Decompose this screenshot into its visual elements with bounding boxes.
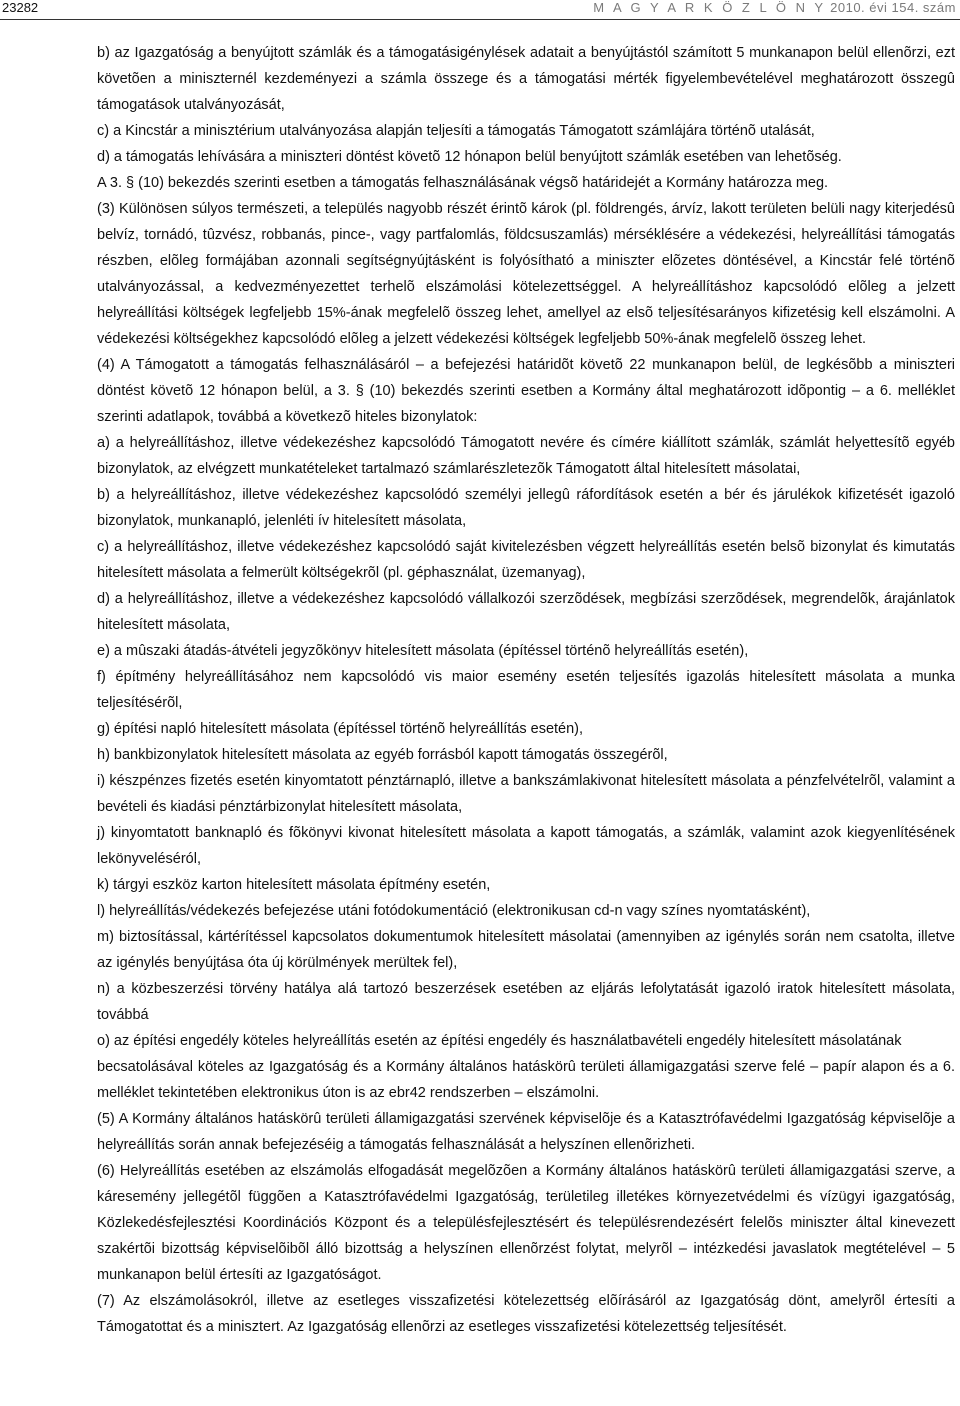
- list-item: d) a helyreállításhoz, illetve a védekezéshez kapcsolódó vállalkozói szerzõdések, megbízási szerzõdések, megrendelõk, árajánlatok hitelesített másolata,: [97, 591, 955, 633]
- paragraph: (7) Az elszámolásokról, illetve az esetleges visszafizetési kötelezettség elõírásáról az Igazgatóság dönt, amelyrõl értesíti a Támogatottat és a minisztert. Az Igazgatóság ellenõrzi az esetleges visszafizetési kötelezettség teljesítését.: [97, 1293, 955, 1335]
- list-item: b) a helyreállításhoz, illetve védekezéshez kapcsolódó személyi jellegû ráfordítások esetén a bér és járulékok kifizetését igazoló bizonylatok, munkanapló, jelenléti ív hitelesített másolata,: [97, 487, 955, 529]
- list-item: a) a helyreállításhoz, illetve védekezéshez kapcsolódó Támogatott nevére és címére kiállított számlák, számlát helyettesítõ egyéb bizonylatok, az elvégzett munkatételeket tartalmazó számlarészletezõk Támogatott által hitelesített másolatai,: [97, 435, 955, 477]
- list-item: o) az építési engedély köteles helyreállítás esetén az építési engedély és használatbavételi engedély hitelesített másolatának: [97, 1033, 902, 1049]
- issue-number: 2010. évi 154. szám: [830, 0, 956, 15]
- document-body: [97, 40, 955, 1340]
- list-item: f) építmény helyreállításához nem kapcsolódó vis maior esemény esetén teljesítés igazolás hitelesített másolata a munka teljesítésérõl,: [97, 669, 955, 711]
- page-header: [0, 0, 960, 24]
- page-number: 23282: [2, 0, 39, 15]
- list-item: l) helyreállítás/védekezés befejezése utáni fotódokumentáció (elektronikusan cd-n vagy színes nyomtatásként),: [97, 903, 811, 919]
- list-item: e) a mûszaki átadás-átvételi jegyzõkönyv hitelesített másolata (építéssel történõ helyreállítás esetén),: [97, 643, 749, 659]
- paragraph: becsatolásával köteles az Igazgatóság és a Kormány általános hatáskörû területi államigazgatási szerve felé – papír alapon és a 6. melléklet tekintetében elektronikus úton is az ebr42 rendszerben – elszámolni.: [97, 1059, 955, 1101]
- list-item: c) a helyreállításhoz, illetve védekezéshez kapcsolódó saját kivitelezésben végzett helyreállítás esetén belsõ bizonylat és kimutatás hitelesített másolata a felmerült költségekrõl (pl. géphasználat, üzemanyag),: [97, 539, 955, 581]
- header-rule: [0, 19, 960, 20]
- journal-name: M A G Y A R K Ö Z L Ö N Y: [593, 0, 827, 15]
- journal-title: [593, 0, 956, 15]
- paragraph: b) az Igazgatóság a benyújtott számlák és a támogatásigénylések adatait a benyújtástól számított 5 munkanapon belül ellenõrzi, ezt követõen a miniszternél kezdeményezi a számla összege és a támogatási mérték figyelembevételével meghatározott összegû támogatások utalványozását,: [97, 45, 955, 113]
- list-item: k) tárgyi eszköz karton hitelesített másolata építmény esetén,: [97, 877, 491, 893]
- list-item: j) kinyomtatott banknapló és fõkönyvi kivonat hitelesített másolata a kapott támogatás, a számlák, valamint azok kiegyenlítésének lekönyveléséról,: [97, 825, 955, 867]
- paragraph: d) a támogatás lehívására a miniszteri döntést követõ 12 hónapon belül benyújtott számlák esetében van lehetõség.: [97, 149, 842, 165]
- list-item: m) biztosítással, kártérítéssel kapcsolatos dokumentumok hitelesített másolatai (amennyiben az igénylés során nem csatolta, illetve az igénylés benyújtása óta új körülmények merültek fel),: [97, 929, 955, 971]
- list-item: h) bankbizonylatok hitelesített másolata az egyéb forrásból kapott támogatás összegérõl,: [97, 747, 668, 763]
- list-item: n) a közbeszerzési törvény hatálya alá tartozó beszerzések esetében az eljárás lefolytatását igazoló iratok hitelesített másolata, továbbá: [97, 981, 955, 1023]
- list-item: i) készpénzes fizetés esetén kinyomtatott pénztárnapló, illetve a bankszámlakivonat hitelesített másolata a pénzfelvételrõl, valamint a bevételi és kiadási pénztárbizonylat hitelesített másolata,: [97, 773, 955, 815]
- paragraph: (5) A Kormány általános hatáskörû területi államigazgatási szervének képviselõje és a Katasztrófavédelmi Igazgatóság képviselõje a helyreállítás során annak befejezéséig a támogatás felhasználását a helyszínen ellenõrizheti.: [97, 1111, 955, 1153]
- paragraph: A 3. § (10) bekezdés szerinti esetben a támogatás felhasználásának végsõ határidejét a Kormány határozza meg.: [97, 175, 829, 191]
- list-item: g) építési napló hitelesített másolata (építéssel történõ helyreállítás esetén),: [97, 721, 584, 737]
- paragraph: (6) Helyreállítás esetében az elszámolás elfogadását megelõzõen a Kormány általános hatáskörû területi államigazgatási szerve, a káresemény jellegétõl függõen a Katasztrófavédelmi Igazgatóság, területileg illetékes környezetvédelmi és vízügyi igazgatóság, Közlekedésfejlesztési Koordinációs Központ és a településfejlesztésért és településrendezésért felelõs miniszter által kinevezett szakértõi bizottság képviselõibõl álló bizottság a helyszínen ellenõrzést folytat, melyrõl – intézkedési javaslatok megtételével – 5 munkanapon belül értesíti az Igazgatóságot.: [97, 1163, 955, 1283]
- paragraph: (3) Különösen súlyos természeti, a település nagyobb részét érintõ károk (pl. földrengés, árvíz, lakott területen belüli nagy kiterjedésû belvíz, tornádó, tûzvész, robbanás, pince-, vagy partfalomlás, földcsuszamlás) mérséklésére a védekezési, helyreállítási támogatás részben, elõleg formájában azonnali segítségnyújtásként is folyósítható a miniszter elõzetes döntésével, a Kincstár felé történõ utalványozással, a kedvezményezettet terhelõ elszámolási kötelezettséggel. A helyreállításhoz kapcsolódó elõleg a jelzett helyreállítási költségek legfeljebb 15%-ának megfelelõ összeg lehet, amellyel az elsõ teljesítésarányos kifizetésig kell elszámolni. A védekezési költségekhez kapcsolódó elõleg a jelzett védekezési költségek legfeljebb 50%-ának megfelelõ összeg lehet.: [97, 201, 955, 347]
- paragraph: c) a Kincstár a minisztérium utalványozása alapján teljesíti a támogatás Támogatott számlájára történõ utalását,: [97, 123, 815, 139]
- paragraph: (4) A Támogatott a támogatás felhasználásáról – a befejezési határidõt követõ 22 munkanapon belül, de legkésõbb a miniszteri döntést követõ 12 hónapon belül, a 3. § (10) bekezdés szerinti esetben a Kormány által meghatározott idõpontig – a 6. melléklet szerinti adatlapok, továbbá a következõ hiteles bizonylatok:: [97, 357, 955, 425]
